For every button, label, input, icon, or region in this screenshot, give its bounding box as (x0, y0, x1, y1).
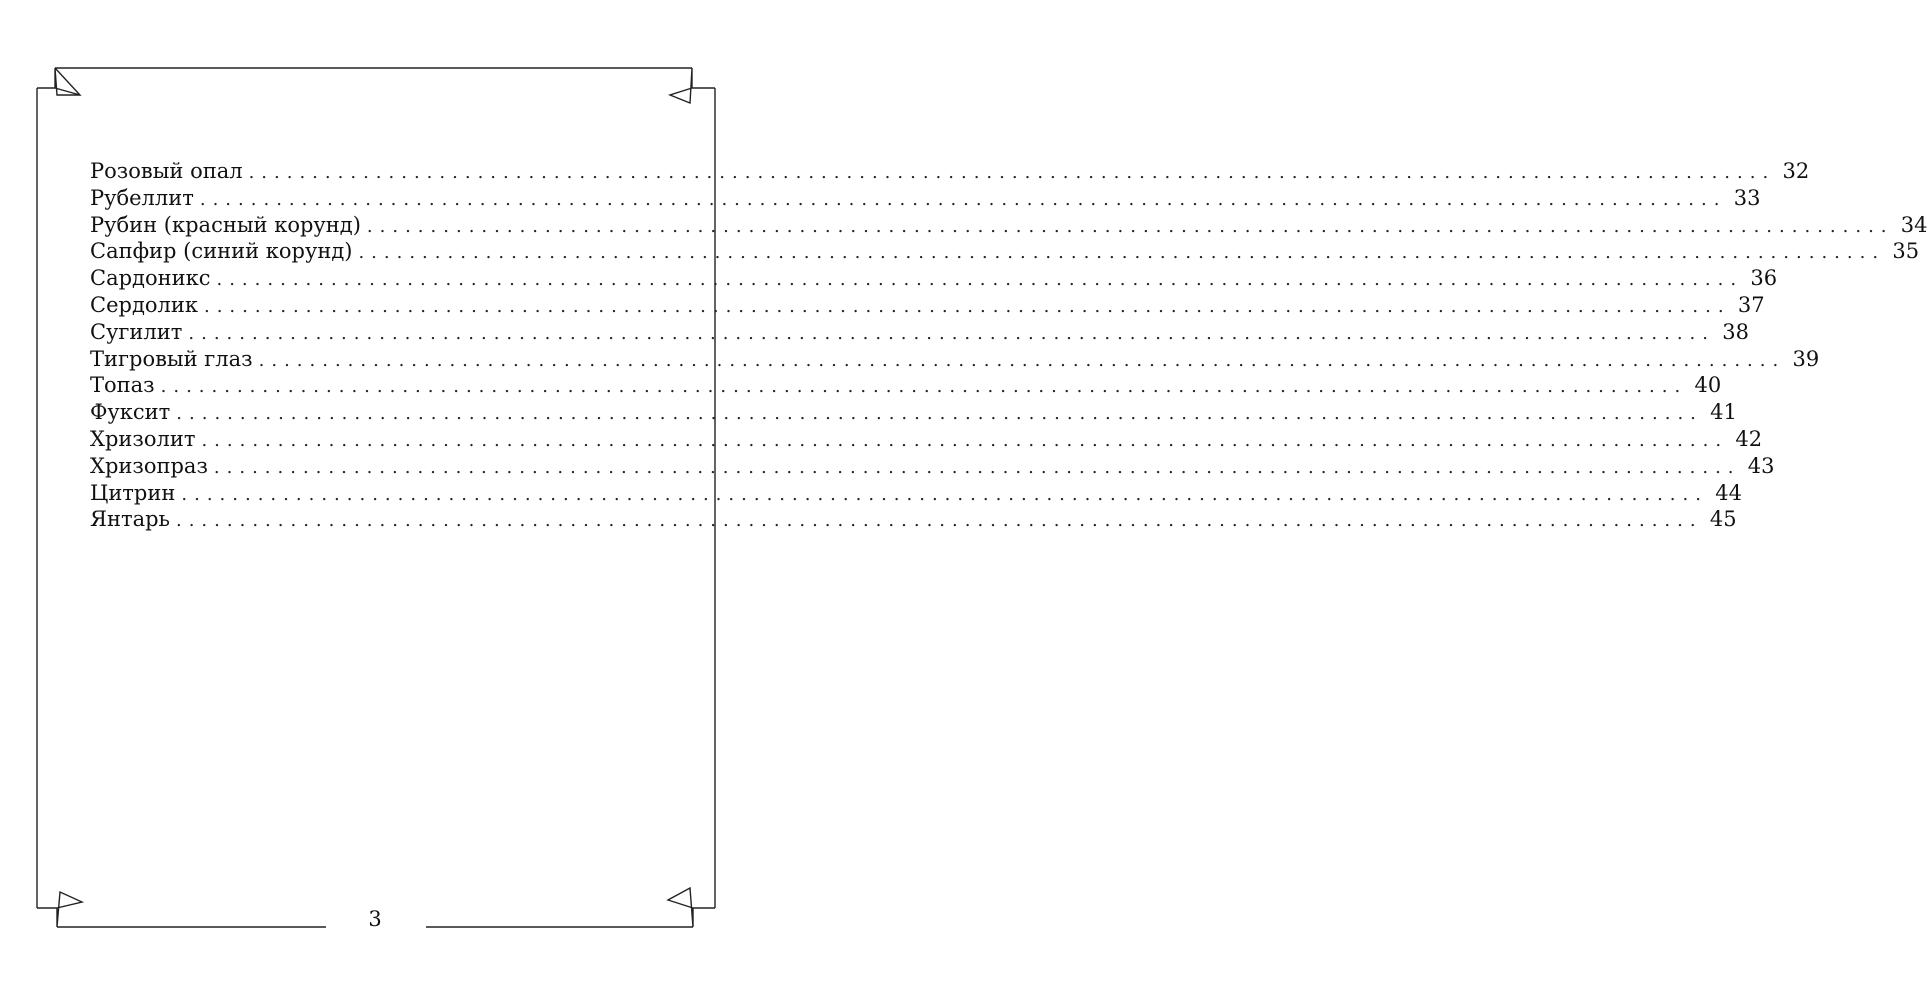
toc-entry[interactable] (90, 238, 1920, 265)
toc-entry-page: 36 (1743, 265, 1777, 292)
toc-entry[interactable] (90, 158, 1810, 185)
toc-entry-page: 40 (1687, 372, 1721, 399)
toc-dot-leader: ........................................................................................................................ (160, 376, 1688, 398)
toc-entry-page: 42 (1728, 426, 1762, 453)
toc-entry-page: 33 (1726, 185, 1760, 212)
toc-entry-page: 35 (1885, 238, 1919, 265)
toc-entry-page: 45 (1703, 506, 1737, 533)
toc-entry-page: 38 (1715, 319, 1749, 346)
toc-entry[interactable] (90, 212, 1928, 239)
toc-dot-leader: ........................................................................................................................ (175, 510, 1703, 532)
toc-entry-title: Янтарь (90, 506, 176, 533)
table-of-contents (90, 158, 1928, 533)
toc-entry[interactable] (90, 319, 1749, 346)
toc-entry-title: Хризолит (90, 426, 201, 453)
toc-entry-page: 41 (1703, 399, 1737, 426)
toc-entry-title: Рубин (красный корунд) (90, 212, 367, 239)
toc-entry-title: Сугилит (90, 319, 188, 346)
toc-dot-leader: ........................................................................................................................ (213, 456, 1741, 478)
toc-entry[interactable] (90, 292, 1765, 319)
corner-ornament-bottom-left (37, 892, 82, 927)
page-number: 3 (350, 906, 400, 932)
toc-entry-title: Топаз (90, 372, 161, 399)
toc-entry-title: Розовый опал (90, 158, 249, 185)
toc-entry-title: Хризопраз (90, 453, 214, 480)
toc-dot-leader: ........................................................................................................................ (258, 349, 1786, 371)
toc-dot-leader: ........................................................................................................................ (199, 188, 1727, 210)
toc-dot-leader: ........................................................................................................................ (176, 403, 1703, 425)
corner-ornament-top-left (37, 68, 80, 95)
toc-entry[interactable] (90, 346, 1820, 373)
toc-entry[interactable] (90, 506, 1737, 533)
toc-dot-leader: ........................................................................................................................ (216, 269, 1744, 291)
toc-entry[interactable] (90, 265, 1778, 292)
toc-entry-page: 37 (1731, 292, 1765, 319)
toc-entry[interactable] (90, 426, 1763, 453)
toc-entry-title: Сардоникс (90, 265, 216, 292)
toc-entry[interactable] (90, 480, 1742, 507)
toc-dot-leader: ........................................................................................................................ (201, 429, 1729, 451)
toc-entry[interactable] (90, 399, 1737, 426)
toc-entry-title: Тигровый глаз (90, 346, 259, 373)
toc-entry-title: Сердолик (90, 292, 204, 319)
toc-entry-page: 44 (1708, 480, 1742, 507)
toc-entry-page: 32 (1775, 158, 1809, 185)
toc-dot-leader: ........................................................................................................................ (181, 483, 1708, 505)
corner-ornament-top-right (670, 68, 715, 103)
toc-entry-title: Фуксит (90, 399, 176, 426)
toc-entry-page: 34 (1894, 212, 1928, 239)
toc-dot-leader: ........................................................................................................................ (358, 242, 1886, 264)
toc-entry-title: Цитрин (90, 480, 181, 507)
toc-entry-title: Сапфир (синий корунд) (90, 238, 358, 265)
toc-entry[interactable] (90, 453, 1775, 480)
toc-dot-leader: ........................................................................................................................ (188, 322, 1715, 344)
toc-entry-title: Рубеллит (90, 185, 200, 212)
corner-ornament-bottom-right (668, 888, 715, 927)
toc-entry[interactable] (90, 185, 1761, 212)
toc-dot-leader: ........................................................................................................................ (366, 215, 1894, 237)
toc-entry[interactable] (90, 372, 1722, 399)
toc-dot-leader: ........................................................................................................................ (203, 295, 1731, 317)
toc-entry-page: 43 (1741, 453, 1775, 480)
toc-entry-page: 39 (1785, 346, 1819, 373)
toc-dot-leader: ........................................................................................................................ (248, 162, 1776, 183)
